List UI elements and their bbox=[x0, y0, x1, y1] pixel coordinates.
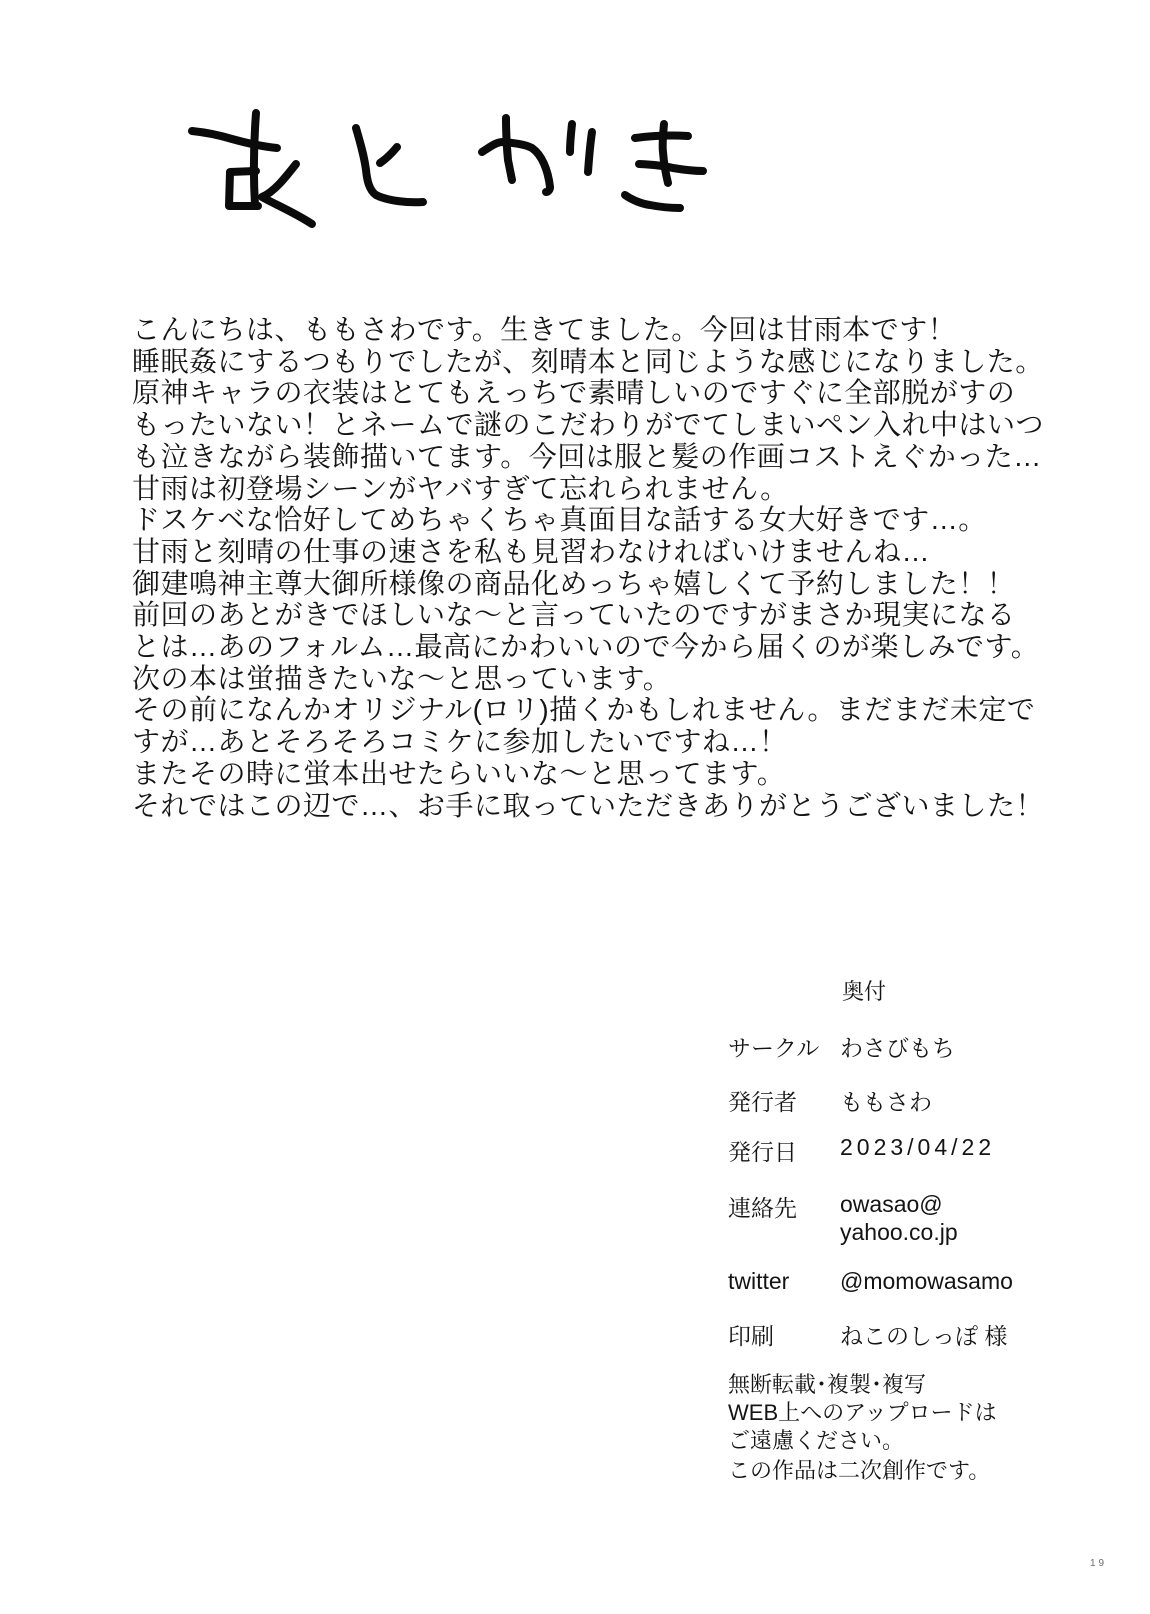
colophon-row-contact bbox=[728, 1190, 958, 1246]
afterword-line: その前になんかオリジナル(ロリ)描くかもしれません。まだまだ未定で bbox=[132, 694, 1036, 726]
afterword-line: 甘雨と刻晴の仕事の速さを私も見習わなければいけませんね… bbox=[132, 535, 931, 567]
title-stroke-a-horizontal bbox=[192, 131, 277, 148]
afterword-line: もったいない！とネームで謎のこだわりがでてしまいペン入れ中はいつ bbox=[132, 409, 1045, 441]
afterword-line: 次の本は蛍描きたいな～と思っています。 bbox=[132, 662, 672, 694]
colophon-value: わさびもち bbox=[840, 1035, 955, 1061]
afterword-line: も泣きながら装飾描いてます。今回は服と髪の作画コストえぐかった… bbox=[132, 440, 1042, 472]
title-stroke-a-vertical bbox=[254, 113, 256, 205]
contact-email-line2: yahoo.co.jp bbox=[840, 1219, 958, 1245]
afterword-line: またその時に蛍本出せたらいいな～と思ってます。 bbox=[132, 757, 786, 789]
afterword-title-handwriting bbox=[180, 100, 720, 236]
contact-email-line1: owasao@ bbox=[840, 1191, 943, 1217]
afterword-line: 甘雨は初登場シーンがヤバすぎて忘れられません。 bbox=[132, 472, 789, 504]
colophon-label: 印刷 bbox=[728, 1323, 774, 1349]
colophon-label: サークル bbox=[728, 1035, 820, 1061]
notice-line: ご遠慮ください。 bbox=[728, 1428, 905, 1453]
title-stroke-ga-hook bbox=[482, 142, 550, 192]
afterword-line: 睡眠姦にするつもりでしたが、刻晴本と同じような感じになりました。 bbox=[132, 345, 1044, 377]
colophon-label: 発行日 bbox=[728, 1139, 797, 1165]
notice-line: 無断転載･複製･複写 bbox=[728, 1372, 927, 1397]
afterword-line: ドスケベな恰好してめちゃくちゃ真面目な話する女大好きです…。 bbox=[132, 504, 987, 536]
page-number: 19 bbox=[1090, 1558, 1108, 1569]
colophon-label: 連絡先 bbox=[728, 1195, 797, 1221]
notice-line: WEB上へのアップロードは bbox=[728, 1400, 997, 1425]
colophon-value: @momowasamo bbox=[840, 1268, 1013, 1294]
colophon-value: 2023/04/22 bbox=[840, 1134, 996, 1160]
colophon-row-publisher bbox=[728, 1084, 932, 1117]
afterword-line: 前回のあとがきでほしいな～と言っていたのですがまさか現実になる bbox=[132, 599, 1016, 631]
colophon-value: ももさわ bbox=[840, 1089, 932, 1115]
afterword-line: 御建鳴神主尊大御所様像の商品化めっちゃ嬉しくて予約しました！！ bbox=[132, 567, 1016, 599]
title-stroke-ki-mid-bar bbox=[639, 164, 703, 171]
colophon-label: twitter bbox=[728, 1268, 790, 1294]
colophon-row-twitter bbox=[728, 1268, 1013, 1295]
title-stroke-ki-bottom-curve bbox=[625, 195, 680, 208]
colophon-row-printer bbox=[728, 1318, 1007, 1351]
title-stroke-ga-vertical bbox=[506, 118, 512, 180]
title-stroke-to-tick bbox=[380, 147, 397, 163]
title-stroke-a-curve bbox=[262, 164, 312, 224]
afterword-line: こんにちは、ももさわです。生きてました。今回は甘雨本です！ bbox=[132, 314, 957, 345]
colophon-label: 発行者 bbox=[728, 1089, 797, 1115]
afterword-line: それではこの辺で…、お手に取っていただきありがとうございました！ bbox=[132, 789, 1045, 821]
afterword-line: すが…あとそろそろコミケに参加したいですね…！ bbox=[132, 726, 788, 758]
colophon-heading: 奥付 bbox=[842, 979, 887, 1004]
afterword-body bbox=[132, 314, 1044, 821]
afterword-line: 原神キャラの衣装はとてもえっちで素晴しいのですぐに全部脱がすの bbox=[132, 377, 1016, 409]
title-stroke-ki-top-bar bbox=[635, 136, 688, 138]
title-stroke-to-main bbox=[356, 128, 423, 202]
afterword-line: とは…あのフォルム…最高にかわいいので今から届くのが楽しみです。 bbox=[132, 631, 1040, 663]
colophon-row-circle bbox=[728, 1030, 955, 1063]
copyright-notice bbox=[728, 1371, 997, 1485]
colophon-value bbox=[840, 1190, 958, 1246]
title-stroke-ga-dakuten-right bbox=[588, 132, 592, 172]
colophon-value: ねこのしっぽ 様 bbox=[840, 1323, 1008, 1349]
title-stroke-ga-dakuten-left bbox=[570, 124, 572, 152]
derivative-work-note: この作品は二次創作です。 bbox=[728, 1458, 991, 1483]
colophon-row-publication-date bbox=[728, 1134, 995, 1167]
